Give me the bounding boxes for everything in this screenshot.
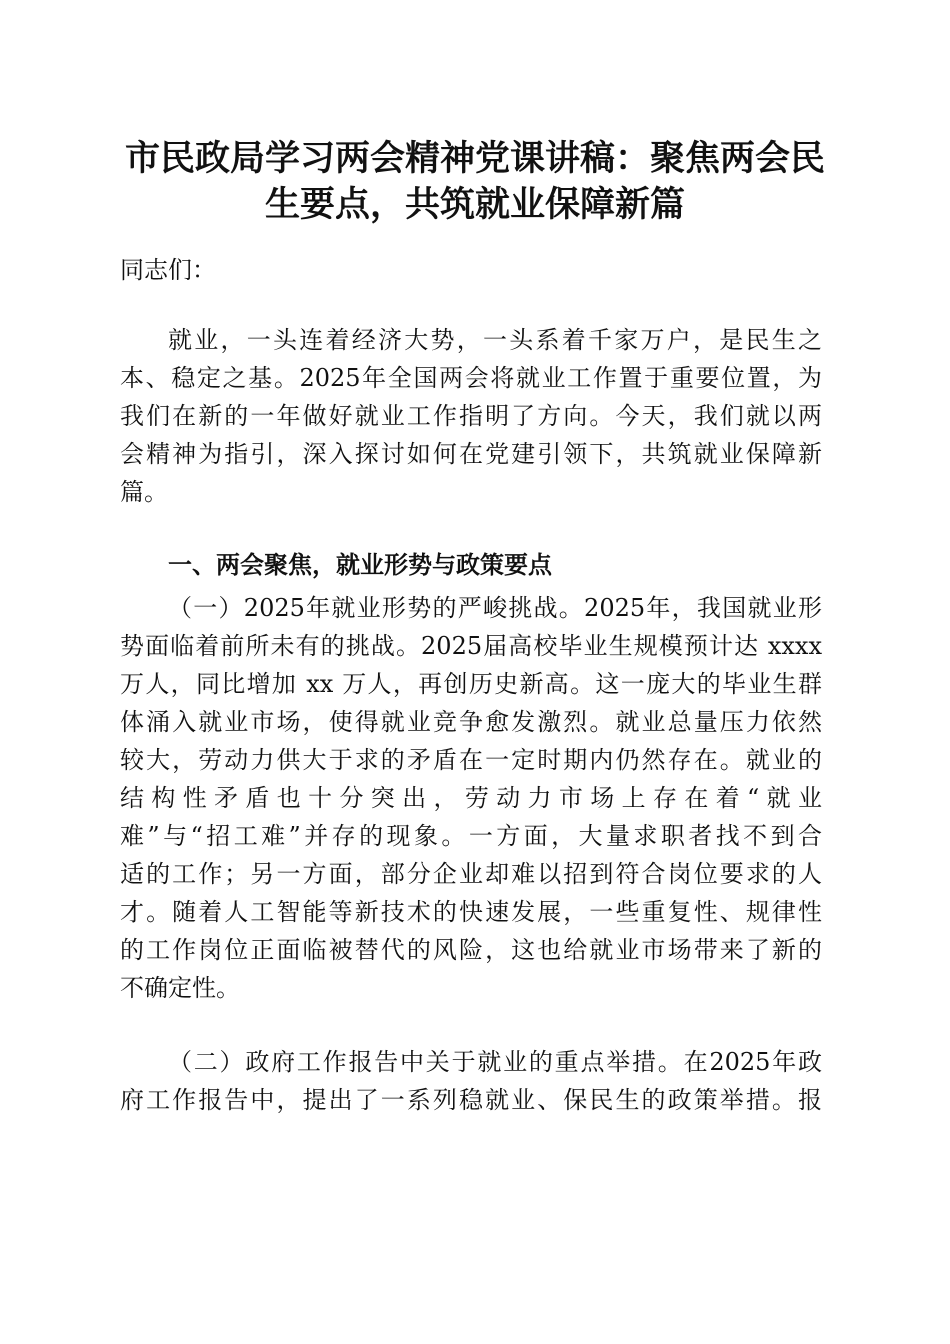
text-line: （二）政府工作报告中关于就业的重点举措。在2025年政 [168, 1048, 822, 1076]
title-line: 市民政局学习两会精神党课讲稿：聚焦两会民 [124, 138, 825, 179]
title-line: 生要点，共筑就业保障新篇 [264, 184, 685, 225]
text-line: 万人，同比增加 xx 万人，再创历史新高。这一庞大的毕业生群 [120, 670, 822, 698]
text-line: 较大，劳动力供大于求的矛盾在一定时期内仍然存在。就业的 [120, 746, 822, 774]
document-title [110, 136, 840, 228]
salutation: 同志们： [120, 256, 216, 284]
text-line: （一）2025年就业形势的严峻挑战。2025年，我国就业形 [168, 594, 822, 622]
text-line: 体涌入就业市场，使得就业竞争愈发激烈。就业总量压力依然 [120, 708, 822, 736]
section-heading: 一、两会聚焦，就业形势与政策要点 [168, 550, 552, 579]
text-line: 适的工作；另一方面，部分企业却难以招到符合岗位要求的人 [120, 860, 822, 888]
text-line: 势面临着前所未有的挑战。2025届高校毕业生规模预计达 xxxx [120, 632, 822, 660]
text-line: 会精神为指引，深入探讨如何在党建引领下，共筑就业保障新 [120, 440, 822, 468]
text-line: 的工作岗位正面临被替代的风险，这也给就业市场带来了新的 [120, 936, 822, 964]
text-line: 不确定性。 [120, 974, 240, 1002]
text-line: 结构性矛盾也十分突出，劳动力市场上存在着“就业 [120, 784, 822, 812]
text-line: 我们在新的一年做好就业工作指明了方向。今天，我们就以两 [120, 402, 822, 430]
text-line: 府工作报告中，提出了一系列稳就业、保民生的政策举措。报 [120, 1086, 822, 1114]
text-line: 篇。 [120, 478, 168, 506]
text-line: 本、稳定之基。2025年全国两会将就业工作置于重要位置，为 [120, 364, 822, 392]
text-line: 才。随着人工智能等新技术的快速发展，一些重复性、规律性 [120, 898, 822, 926]
text-line: 就业，一头连着经济大势，一头系着千家万户，是民生之 [168, 326, 822, 354]
text-line: 难”与“招工难”并存的现象。一方面，大量求职者找不到合 [120, 822, 822, 850]
